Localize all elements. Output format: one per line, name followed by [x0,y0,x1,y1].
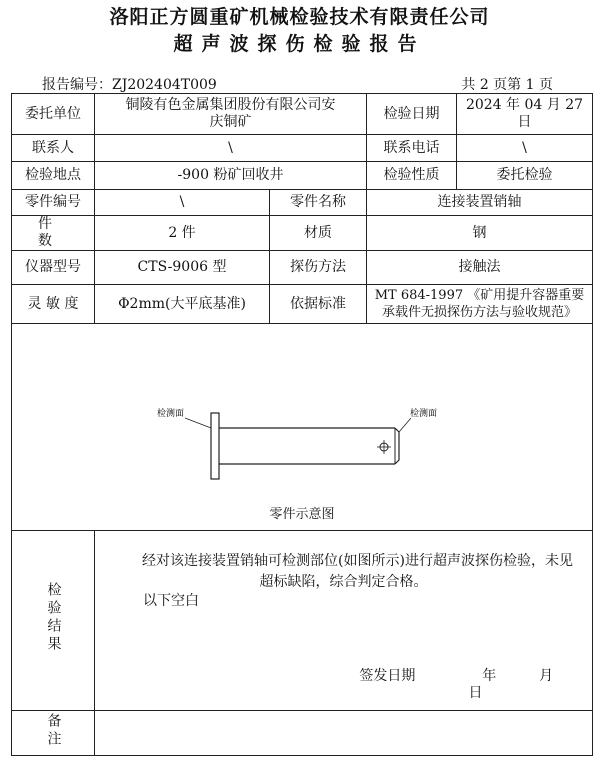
quantity-value: 2 件 [95,216,270,251]
part-number-label: 零件编号 [12,190,95,216]
contact-label: 联系人 [12,135,95,162]
material-value: 钢 [367,216,593,251]
client-value: 铜陵有色金属集团股份有限公司安庆铜矿 [95,94,367,135]
page-count: 共 2 页第 1 页 [461,77,553,93]
remarks-label: 备注 [45,712,62,749]
issue-date [359,668,592,702]
report-title: 超声波探伤检验报告 [173,33,426,55]
site-value: -900 粉矿回收井 [95,162,367,190]
pin-head [211,413,219,479]
instrument-value: CTS-9006 型 [95,251,270,285]
pin-chamfer [395,428,399,464]
sensitivity-value: Φ2mm(大平底基准) [95,285,270,324]
material-label: 材质 [270,216,367,251]
remarks-value [95,711,593,756]
report-number: 报告编号：ZJ202404T009 [42,77,217,93]
site-label: 检验地点 [12,162,95,190]
standard-label: 依据标准 [270,285,367,324]
result-label-cell [12,531,95,711]
part-diagram [12,324,593,531]
part-number-value: \ [95,190,270,216]
nature-value: 委托检验 [457,162,593,190]
result-text: 经对该连接装置销轴可检测部位(如图所示)进行超声波探伤检验，未见超标缺陷，综合判定合格。 [142,553,573,590]
standard-value: MT 684-1997 《矿用提升容器重要承载件无损探伤方法与验收规范》 [367,285,593,324]
nature-label: 检验性质 [367,162,457,190]
contact-value: \ [95,135,367,162]
blank-note: 以下空白 [143,593,199,609]
label-detect-right: 检测面 [410,409,438,419]
part-diagram-cell [12,324,593,531]
company-name: 洛阳正方圆重矿机械检验技术有限责任公司 [109,6,490,28]
phone-value: \ [457,135,593,162]
remarks-label-cell [12,711,95,756]
date-label: 检验日期 [367,94,457,135]
issue-day: 日 [468,685,483,701]
issue-year: 年 [482,668,497,684]
result-label: 检验结果 [45,582,62,654]
issue-date-label: 签发日期 [359,668,416,684]
report-table [11,93,593,756]
instrument-label: 仪器型号 [12,251,95,285]
sensitivity-label: 灵 敏 度 [12,285,95,324]
quantity-label: 件 数 [12,216,95,251]
label-detect-left: 检测面 [157,409,185,419]
figure-caption: 零件示意图 [269,507,335,522]
method-label: 探伤方法 [270,251,367,285]
leader-line-left [185,418,211,428]
issue-month: 月 [539,668,554,684]
client-label: 委托单位 [12,94,95,135]
method-value: 接触法 [367,251,593,285]
phone-label: 联系电话 [367,135,457,162]
part-name-label: 零件名称 [270,190,367,216]
part-name-value: 连接装置销轴 [367,190,593,216]
result-cell [95,531,593,711]
leader-line-right [399,418,411,432]
date-value: 2024 年 04 月 27 日 [457,94,593,135]
